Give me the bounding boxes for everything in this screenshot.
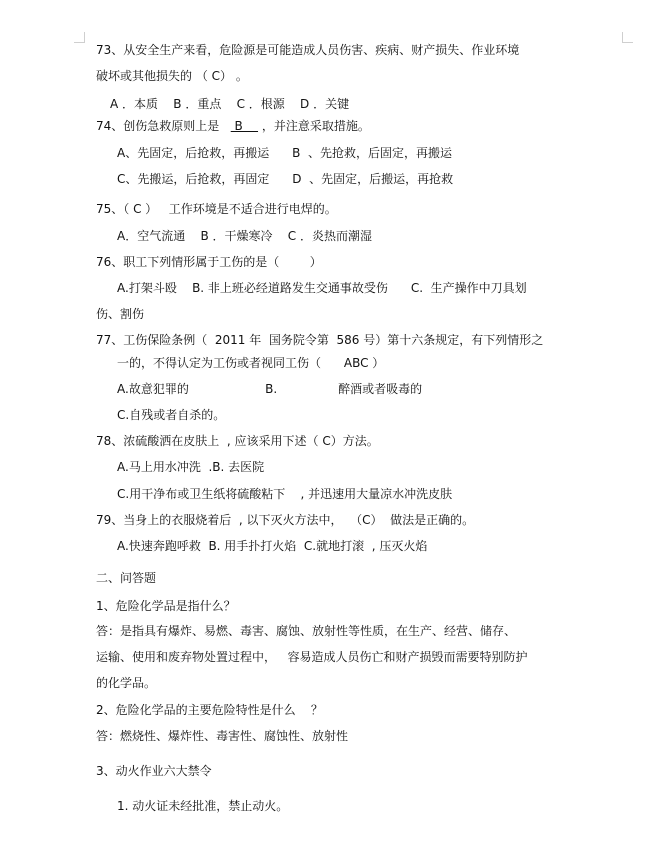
s2-q2-question: 2、危险化学品的主要危险特性是什么 ？ xyxy=(96,703,323,717)
s2-q1-question: 1、危险化学品是指什么？ xyxy=(96,599,236,613)
q78-option-a: A.马上用水冲洗 .B. 去医院 xyxy=(117,460,265,474)
q74-answer-blank: B xyxy=(230,119,259,133)
q79-line1: 79、当身上的衣服烧着后 , 以下灭火方法中， （C） 做法是正确的。 xyxy=(96,513,475,527)
q74-suffix: ，并注意采取措施。 xyxy=(258,119,370,133)
q75-options: A．空气流通 B ．干燥寒冷 C ．炎热而潮湿 xyxy=(117,229,372,243)
q76-line3: 伤、割伤 xyxy=(96,307,145,321)
q73-options: A ．本质 B ．重点 C ．根源 D ．关键 xyxy=(110,97,350,111)
q77-line2: 一的，不得认定为工伤或者视同工伤（ ABC ） xyxy=(117,356,385,370)
s2-q3-question: 3、动火作业六大禁令 xyxy=(96,764,212,778)
q74-prefix: 74、创伤急救原则上是 xyxy=(96,119,231,133)
crop-mark-top-right xyxy=(622,32,633,43)
crop-mark-top-left xyxy=(74,32,85,43)
s2-q1-answer-line2: 运输、使用和废弃物处置过程中， 容易造成人员伤亡和财产损毁而需要特别防护 xyxy=(96,650,528,664)
s2-q2-answer: 答：燃烧性、爆炸性、毒害性、腐蚀性、放射性 xyxy=(96,729,349,743)
q74-question xyxy=(96,118,370,134)
s2-q1-answer-line1: 答：是指具有爆炸、易燃、毒害、腐蚀、放射性等性质，在生产、经营、储存、 xyxy=(96,624,517,638)
s2-q3-item1: 1. 动火证未经批准，禁止动火。 xyxy=(117,799,289,813)
q78-option-c: C.用干净布或卫生纸将硫酸粘下 , 并迅速用大量凉水冲洗皮肤 xyxy=(117,487,453,501)
s2-q1-answer-line3: 的化学品。 xyxy=(96,676,157,690)
q77-option-c: C.自残或者自杀的。 xyxy=(117,408,226,422)
q75-line1: 75、（ C ） 工作环境是不适合进行电焊的。 xyxy=(96,202,337,216)
q79-options: A.快速奔跑呼救 B. 用手扑打火焰 C.就地打滚 , 压灭火焰 xyxy=(117,539,428,553)
q78-line1: 78、浓硫酸洒在皮肤上 , 应该采用下述（ C）方法。 xyxy=(96,434,379,448)
q76-line1: 76、职工下列情形属于工伤的是（ ） xyxy=(96,255,322,269)
q77-option-a: A.故意犯罪的 B. 醉酒或者吸毒的 xyxy=(117,382,423,396)
q77-line1: 77、工伤保险条例（ 2011 年 国务院令第 586 号）第十六条规定，有下列情形之 xyxy=(96,333,544,347)
q76-line2: A.打架斗殴 B. 非上班必经道路发生交通事故受伤 C. 生产操作中刀具划 xyxy=(117,281,527,295)
q73-line1: 73、从安全生产来看，危险源是可能造成人员伤害、疾病、财产损失、作业环境 xyxy=(96,43,520,57)
q74-option-a: A、先固定，后抢救，再搬运 B 、先抢救，后固定，再搬运 xyxy=(117,146,452,160)
q74-option-c: C、先搬运，后抢救，再固定 D 、先固定，后搬运，再抢救 xyxy=(117,172,454,186)
section2-heading: 二、问答题 xyxy=(96,571,157,585)
q73-line2: 破坏或其他损失的 （ C） 。 xyxy=(96,69,248,83)
